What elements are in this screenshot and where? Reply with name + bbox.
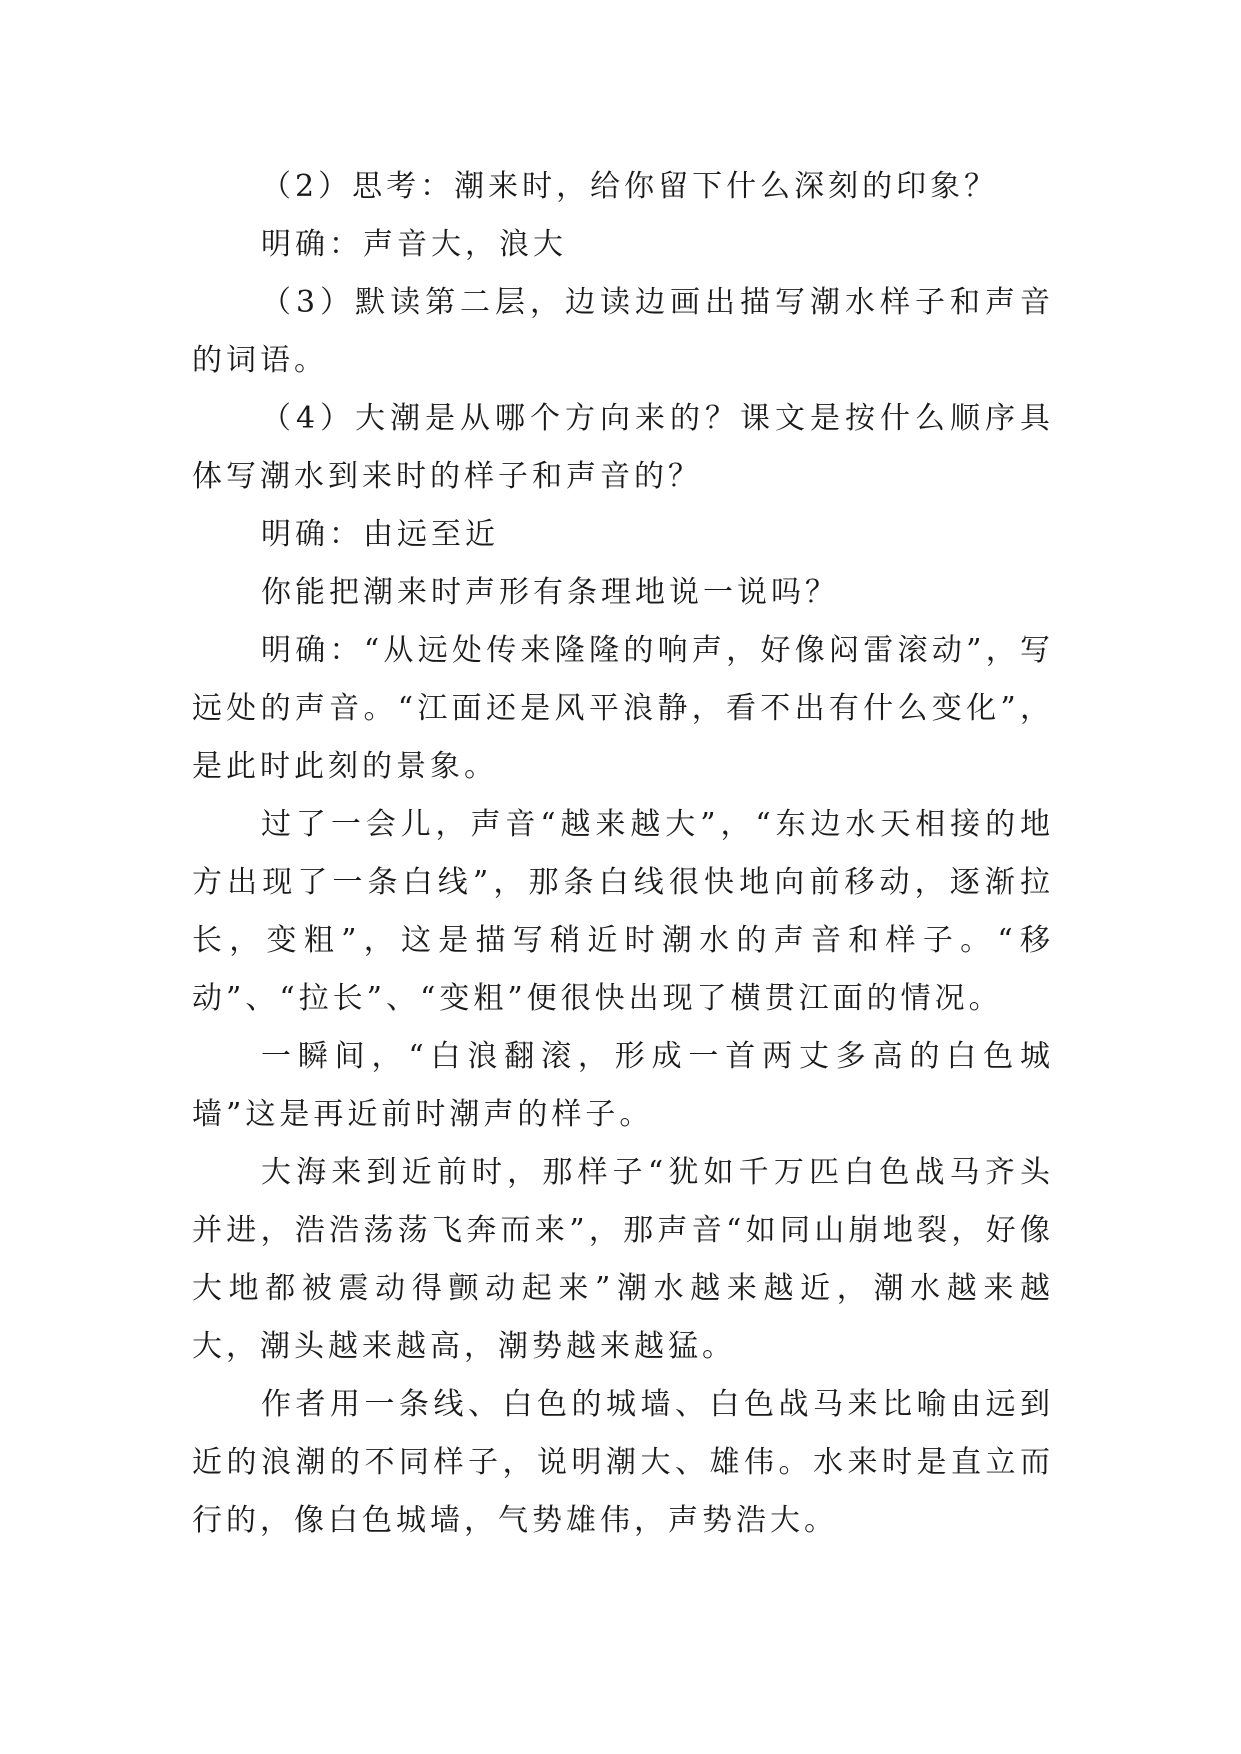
paragraph-question-3: （3）默读第二层，边读边画出描写潮水样子和声音的词语。 <box>192 285 1054 378</box>
paragraph-question-2: （2）思考：潮来时，给你留下什么深刻的印象？ <box>261 169 999 204</box>
document-body <box>192 158 1054 1550</box>
paragraph-instant: 一瞬间，“白浪翻滚，形成一首两丈多高的白色城墙”这是再近前时潮声的样子。 <box>192 1039 1054 1132</box>
paragraph-answer-far: 明确：“从远处传来隆隆的响声，好像闷雷滚动”，写远处的声音。“江面还是风平浪静，看不出有什么变化”，是此时此刻的景象。 <box>192 633 1054 784</box>
paragraph-prompt: 你能把潮来时声形有条理地说一说吗？ <box>261 575 839 610</box>
paragraph-answer-4: 明确：由远至近 <box>261 517 499 552</box>
paragraph-question-4: （4）大潮是从哪个方向来的？课文是按什么顺序具体写潮水到来时的样子和声音的？ <box>192 401 1054 494</box>
paragraph-answer-2: 明确：声音大，浪大 <box>261 227 567 262</box>
paragraph-close: 大海来到近前时，那样子“犹如千万匹白色战马齐头并进，浩浩荡荡飞奔而来”，那声音“如同山崩地裂，好像大地都被震动得颤动起来”潮水越来越近，潮水越来越大，潮头越来越高，潮势越来越猛。 <box>192 1155 1054 1364</box>
paragraph-nearer: 过了一会儿，声音“越来越大”，“东边水天相接的地方出现了一条白线”，那条白线很快地向前移动，逐渐拉长，变粗”，这是描写稍近时潮水的声音和样子。“移动”、“拉长”、“变粗”便很快出现了横贯江面的情况。 <box>192 807 1054 1016</box>
paragraph-summary: 作者用一条线、白色的城墙、白色战马来比喻由远到近的浪潮的不同样子，说明潮大、雄伟。水来时是直立而行的，像白色城墙，气势雄伟，声势浩大。 <box>192 1387 1054 1538</box>
